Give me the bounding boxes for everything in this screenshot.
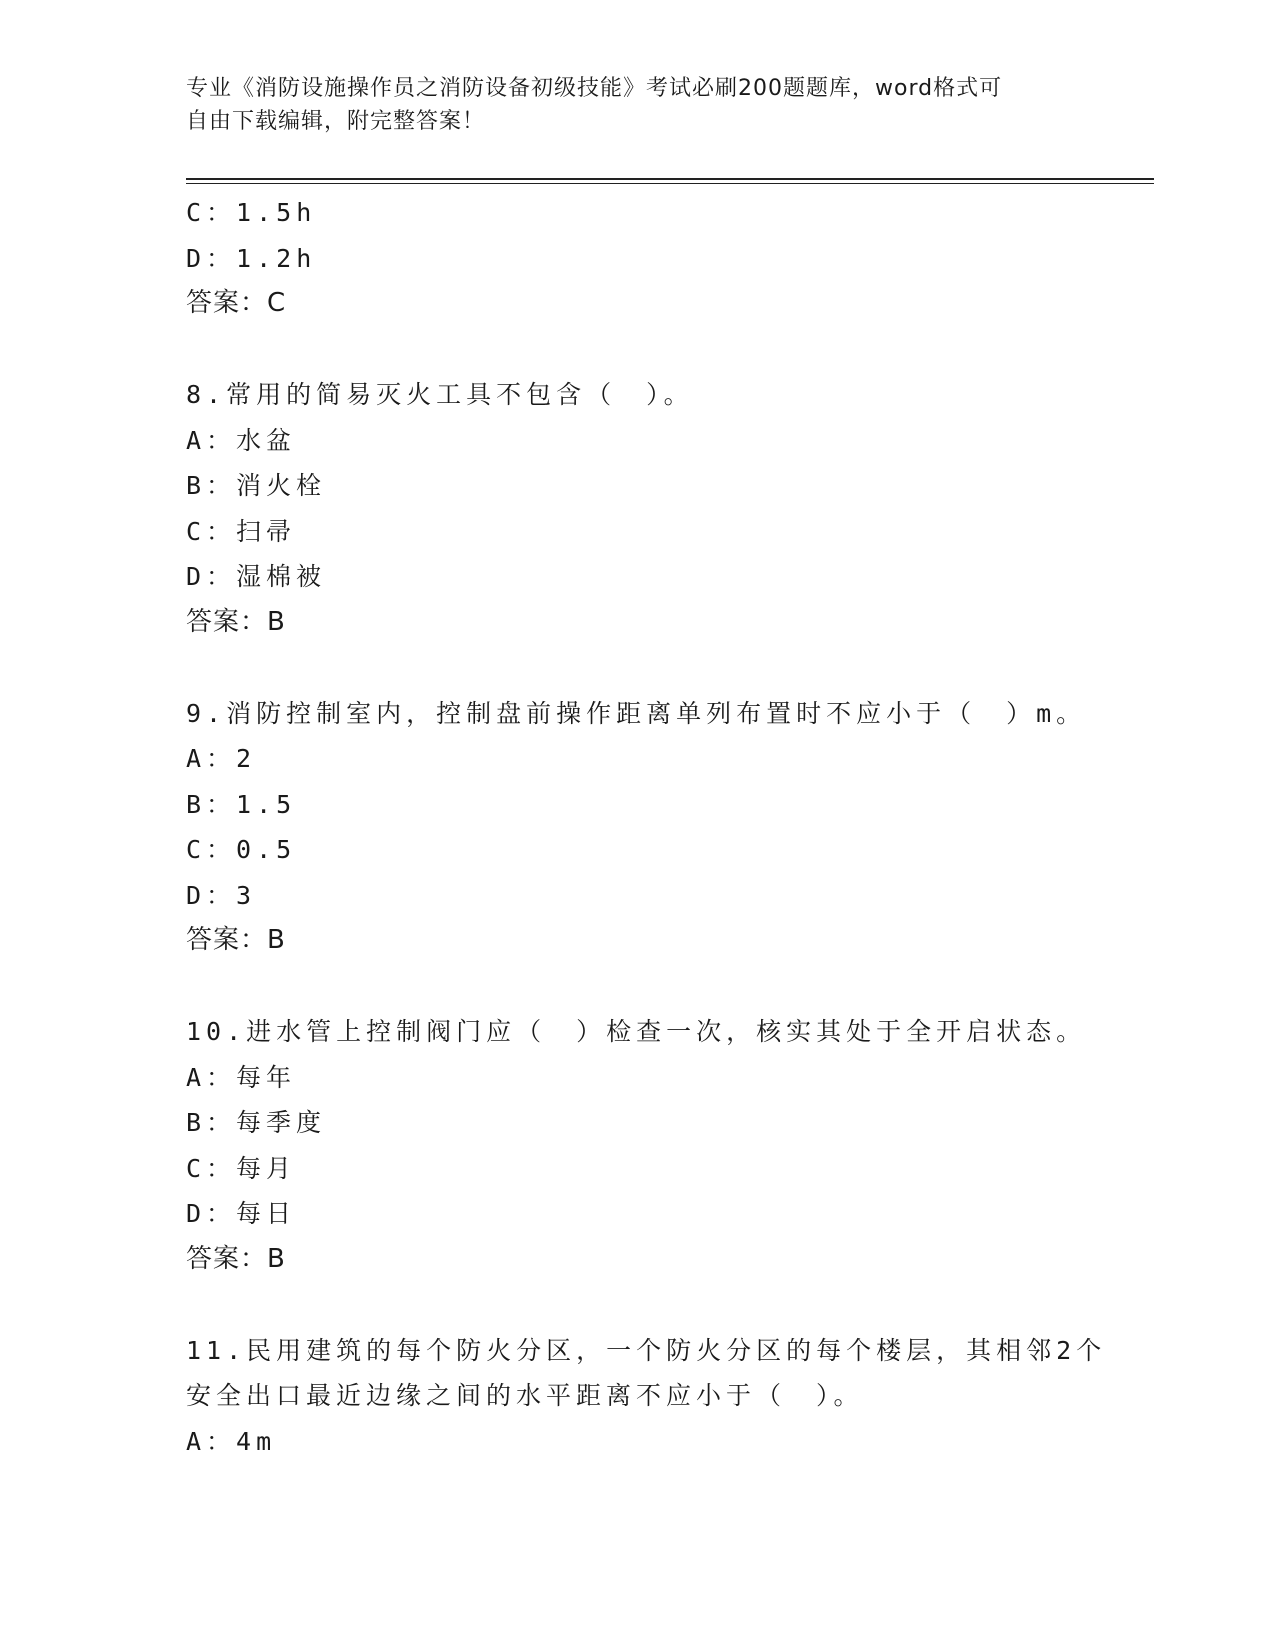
- spacer: [186, 327, 1146, 373]
- option-a: A：每年: [186, 1062, 297, 1092]
- option-c: C：0.5: [186, 835, 297, 864]
- option-d: D：每日: [186, 1199, 297, 1228]
- option-d: D：1.2h: [186, 243, 317, 273]
- option-a: A：水盆: [186, 425, 297, 455]
- option-c: C：1.5h: [186, 198, 317, 227]
- header-line-1: 专业《消防设施操作员之消防设备初级技能》考试必刷200题题库，word格式可: [186, 76, 1003, 101]
- question-stem: 9.消防控制室内，控制盘前操作距离单列布置时不应小于（ ）m。: [186, 698, 1087, 728]
- spacer: [186, 1282, 1146, 1328]
- option-c: C：扫帚: [186, 516, 297, 546]
- option-b: B：消火栓: [186, 471, 327, 500]
- answer: 答案：C: [186, 288, 287, 318]
- answer: 答案：B: [186, 606, 286, 637]
- option-d: D：3: [186, 880, 257, 910]
- answer: 答案：B: [186, 1243, 286, 1274]
- document-header: [186, 72, 1086, 138]
- answer: 答案：B: [186, 925, 286, 955]
- option-c: C：每月: [186, 1153, 297, 1183]
- option-a: A：2: [186, 744, 257, 773]
- spacer: [186, 645, 1146, 691]
- question-stem: 8.常用的简易灭火工具不包含（ ）。: [186, 380, 694, 409]
- option-b: B：1.5: [186, 789, 297, 819]
- question-stem-line-2: 安全出口最近边缘之间的水平距离不应小于（ ）。: [186, 1381, 864, 1410]
- question-list: [186, 190, 1146, 1464]
- spacer: [186, 964, 1146, 1010]
- option-b: B：每季度: [186, 1108, 327, 1137]
- option-d: D：湿棉被: [186, 562, 327, 591]
- header-divider-thick: [186, 178, 1154, 180]
- header-line-2: 自由下载编辑，附完整答案！: [186, 109, 486, 134]
- option-a: A：4m: [186, 1426, 277, 1456]
- question-stem: 10.进水管上控制阀门应（ ）检查一次，核实其处于全开启状态。: [186, 1017, 1087, 1046]
- question-stem-line-1: 11.民用建筑的每个防火分区，一个防火分区的每个楼层，其相邻2个: [186, 1335, 1107, 1365]
- header-divider-thin: [186, 183, 1154, 184]
